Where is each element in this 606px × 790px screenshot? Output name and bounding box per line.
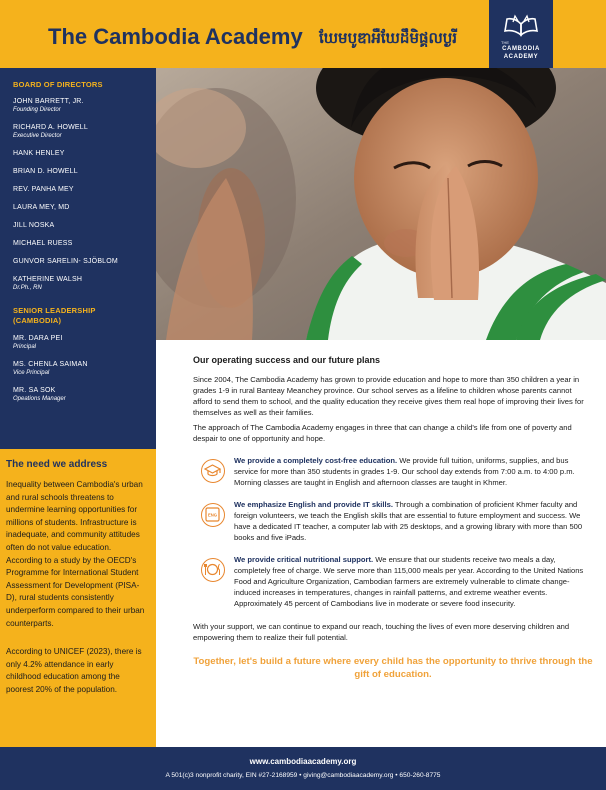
leadership-list [13, 334, 156, 403]
page-title-khmer: ឃែមបូឌាអឺឃែដឹមិផ្គលប្ងរី [319, 30, 458, 47]
contact-info: A 501(c)3 nonprofit charity, EIN #27-2168959 • giving@cambodiaacademy.org • 650-260-8775 [165, 772, 441, 779]
board-member [13, 167, 156, 176]
board-member [13, 97, 156, 114]
board-member [13, 221, 156, 230]
praying-child-illustration [156, 68, 606, 340]
main-content [193, 355, 593, 681]
board-member [13, 257, 156, 266]
meal-plate-icon [201, 558, 225, 582]
logo-line-2: ACADEMY [503, 54, 539, 60]
leadership-sidebar [0, 68, 156, 449]
need-title: The need we address [6, 459, 108, 470]
feature-text [234, 455, 593, 488]
hero-photo [156, 68, 606, 340]
tagline: Together, let's build a future where every child has the opportunity to thrive through the gift of education. [193, 656, 593, 680]
feature-cost-free [193, 455, 593, 488]
feature-body: We provide full tuition, uniforms, supplies, and bus service for more than 350 students in grades 1-9. Our school day extends from 7:00 a.m. to 4:00 p.m. Morning classes are taught in English and afternoon classes are taught in Khmer. [234, 456, 575, 487]
feature-bold: We provide a completely cost-free education. [234, 456, 398, 465]
leader [13, 360, 156, 377]
board-member [13, 149, 156, 158]
main-paragraph-2: The approach of The Cambodia Academy engages in three that can change a child's life from one of poverty and despair to one of opportunity and hope. [193, 423, 572, 443]
logo-small-text: THE [501, 40, 509, 45]
member-role: Founding Director [13, 107, 61, 113]
need-paragraph-1: Inequality between Cambodia's urban and rural schools threatens to undermine learning opportunities for millions of students. Infrastructure is inadequate, and community attitudes often do not value education. According to a study by the OECD's Programme for International Student Assessment for Development (PISA-D), rural students consistently underperform compared to their urban counterparts. [6, 480, 145, 628]
member-name: JILL NOSKA [13, 222, 55, 229]
feature-text [234, 499, 593, 543]
leader [13, 386, 156, 403]
member-name: JOHN BARRETT, JR. [13, 98, 84, 105]
footer [0, 747, 606, 790]
feature-bold: We emphasize English and provide IT skills. [234, 500, 393, 509]
main-paragraph-1: Since 2004, The Cambodia Academy has grown to provide education and hope to more than 350 children a year in grades 1-9 in rural Banteay Meanchey province. Our school serves as a lifeline to children whose parents cannot afford to send them to school, and the quality education they receive gives them real hope of improving their lives for themselves as well as their families. [193, 375, 584, 417]
leader-role: Vice Principal [13, 370, 50, 376]
leadership-section [13, 306, 156, 403]
member-name: REV. PANHA MEY [13, 186, 74, 193]
board-member [13, 123, 156, 140]
leader-name: MR. SA SOK [13, 387, 56, 394]
feature-nutrition [193, 554, 593, 609]
open-book-logo-icon [503, 13, 539, 39]
main-heading: Our operating success and our future plans [193, 355, 381, 365]
logo-line-1: CAMBODIA [502, 46, 540, 52]
board-member [13, 185, 156, 194]
member-name: KATHERINE WALSH [13, 276, 83, 283]
leader-role: Principal [13, 344, 37, 350]
board-member [13, 203, 156, 212]
leadership-heading-line1: SENIOR LEADERSHIP [13, 306, 96, 315]
academy-logo [489, 0, 553, 76]
board-member [13, 275, 156, 292]
member-name: MICHAEL RUESS [13, 240, 73, 247]
graduation-cap-icon [201, 459, 225, 483]
member-role: Executive Director [13, 133, 62, 139]
english-book-icon [201, 503, 225, 527]
leader [13, 334, 156, 351]
feature-bold: We provide critical nutritional support. [234, 555, 374, 564]
leader-name: MR. DARA PEI [13, 335, 63, 342]
need-panel [0, 449, 156, 747]
board-member [13, 239, 156, 248]
feature-body: We ensure that our students receive two meals a day, completely free of charge. We serve more than 115,000 meals per year. According to the United Nations Food and Agriculture Organization, Cambodian farmers are extremely vulnerable to climate change-induced increases in temperatures, changes in rainfall patterns, and extreme weather events. Approximately 45 percent of Cambodians live in moderate or severe food insecurity. [234, 555, 584, 608]
leadership-heading-line2: (CAMBODIA) [13, 316, 62, 325]
member-name: LAURA MEY, MD [13, 204, 70, 211]
leader-role: Opeations Manager [13, 396, 66, 402]
website-link[interactable]: www.cambodiaacademy.org [249, 757, 357, 766]
need-paragraph-2: According to UNICEF (2023), there is only 4.2% attendance in early childhood education among the poorest 20% of the population. [6, 647, 142, 694]
board-heading: BOARD OF DIRECTORS [13, 80, 103, 89]
member-role: Dr.Ph., RN [13, 285, 42, 291]
closing-paragraph: With your support, we can continue to expand our reach, touching the lives of even more deserving children and empowering them to realize their full potential. [193, 622, 570, 642]
member-name: RICHARD A. HOWELL [13, 124, 88, 131]
page-title: The Cambodia Academy [48, 24, 303, 49]
board-list [13, 97, 156, 292]
feature-body: Through a combination of proficient Khmer faculty and foreign volunteers, we teach the English skills that are essential to future employment and success. We have a dedicated IT teacher, a computer lab with 25 desktops, and a growing library with more than 500 books and five iPads. [234, 500, 583, 542]
member-name: HANK HENLEY [13, 150, 65, 157]
leader-name: MS. CHENLA SAIMAN [13, 361, 88, 368]
english-book-icon-label: ENG [207, 512, 218, 518]
feature-english-it [193, 499, 593, 543]
member-name: GUNVOR SARELIN- SJÖBLOM [13, 258, 118, 265]
feature-text [234, 554, 593, 609]
member-name: BRIAN D. HOWELL [13, 168, 78, 175]
